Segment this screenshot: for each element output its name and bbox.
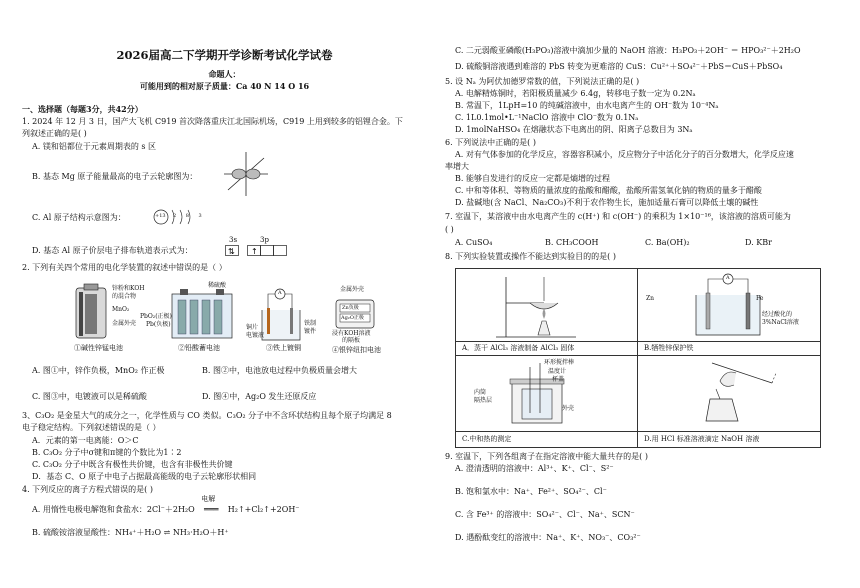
q8-b-label-1: Zn xyxy=(646,295,655,302)
q9-option-d: D. 遇酚酞变红的溶液中：Na⁺、K⁺、NO₃⁻、CO₃²⁻ xyxy=(455,533,641,542)
q1-option-c: C. Al 原子结构示意图为： xyxy=(32,213,126,222)
q7-option-b: B. CH₃COOH xyxy=(545,238,599,247)
fig2-label-0: 稀硫酸 xyxy=(208,282,227,289)
q7-option-a: A. CuSO₄ xyxy=(455,238,493,247)
fig3-label-3: 铁制 xyxy=(304,320,317,327)
fig1-label-2: MnO₂ xyxy=(112,306,130,313)
fig4-label-3: 浸有KOH溶液 xyxy=(332,330,371,337)
q5-option-d: D. 1molNaHSO₄ 在熔融状态下电离出的阴、阳离子总数目为 3Nₐ xyxy=(455,125,693,134)
evaporation-apparatus xyxy=(486,273,596,339)
fig4-label-1: Zn负极 xyxy=(342,305,359,311)
q9-option-b: B. 饱和氯水中：Na⁺、Fe²⁺、SO₄²⁻、Cl⁻ xyxy=(455,487,607,496)
alkaline-battery-figure xyxy=(72,282,112,342)
svg-text:↑: ↑ xyxy=(251,247,258,256)
q9-stem: 9. 室温下，下列各组离子在指定溶液中能大量共存的是( ) xyxy=(445,452,648,461)
q7-stem: 7. 室温下，某溶液中由水电离产生的 c(H⁺) 和 c(OH⁻) 的乘积为 1×10⁻¹⁶，该溶液的溶质可能为 xyxy=(445,212,791,221)
q8-c-label-5: 外壳 xyxy=(562,405,575,412)
fig1-label-0: 锌粉和KOH xyxy=(112,285,145,292)
button-cell-figure xyxy=(332,294,378,334)
q8-c-label-3: 内筒 xyxy=(474,389,487,396)
fig3-label-4: 镀件 xyxy=(304,328,317,335)
fig2-label-1: PbO₂(正极) xyxy=(140,313,172,320)
q6-option-a-2: 率增大 xyxy=(445,162,469,171)
p-orbital-figure xyxy=(220,150,272,198)
q8-b-label-0: A xyxy=(726,275,730,281)
q8-option-c: C.中和热的测定 xyxy=(462,435,512,443)
q5-option-a: A. 电解精炼铜时，若阳极质量减少 6.4g，转移电子数一定为 0.2Nₐ xyxy=(455,89,696,98)
q1-option-b: B. 基态 Mg 原子能量最高的电子云轮廓图为： xyxy=(32,172,198,181)
q8-b-label-4: 3%NaCl溶液 xyxy=(762,319,799,326)
author-line: 命题人： xyxy=(208,69,241,79)
q4-a-post: H₂↑+Cl₂↑+2OH⁻ xyxy=(227,505,300,514)
q9-option-c: C. 含 Fe³⁺ 的溶液中：SO₄²⁻、Cl⁻、Na⁺、SCN⁻ xyxy=(455,510,635,519)
orbital-3s-label: 3s xyxy=(229,236,238,244)
q8-option-a: A．蒸干 AlCl₃ 溶液制备 AlCl₃ 固体 xyxy=(462,344,575,352)
sacrificial-anode-apparatus xyxy=(678,273,778,339)
q4-option-b: B. 硫酸铵溶液显酸性：NH₄⁺＋H₂O ⇌ NH₃·H₂O＋H⁺ xyxy=(32,528,229,537)
q3-option-d: D．基态 C、O 原子中电子占据最高能级的电子云轮廓形状相同 xyxy=(32,472,257,481)
q1-stem-1: 1. 2024 年 12 月 3 日，国产大飞机 C919 首次降落重庆江北国际机场，C919 上用到较多的铝锂合金。下 xyxy=(22,117,403,126)
q1-stem-2: 列叙述正确的是( ) xyxy=(22,129,87,138)
fig4-label-4: 的隔板 xyxy=(342,337,361,344)
q7-option-d: D. KBr xyxy=(745,238,772,247)
q2-option-b: B. 图②中，电池放电过程中负极质量会增大 xyxy=(202,366,357,375)
electrolysis-arrow: 电解 ═══ xyxy=(201,495,219,514)
q3-option-b: B. C₃O₂ 分子中σ键和π键的个数比为1∶2 xyxy=(32,448,182,457)
q3-option-c: C. C₃O₂ 分子中既含有极性共价键，也含有非极性共价键 xyxy=(32,460,233,469)
q6-stem: 6. 下列说法中正确的是( ) xyxy=(445,138,536,147)
fig3-label-0: A xyxy=(278,290,282,296)
fig2-caption: ②铅酸蓄电池 xyxy=(178,344,220,352)
fig4-label-0: 金属外壳 xyxy=(340,286,365,293)
q8-figure-table xyxy=(455,268,821,448)
q3-stem-1: 3、C₃O₂ 是金星大气的成分之一，化学性质与 CO 类似。C₃O₂ 分子中不含环状结构且每个原子均满足 8 xyxy=(22,411,392,420)
fig4-caption: ④银锌纽扣电池 xyxy=(332,346,381,354)
fig1-caption: ①碱性锌锰电池 xyxy=(74,344,123,352)
atomic-mass-line: 可能用到的相对原子质量：Ca 40 N 14 O 16 xyxy=(139,81,310,91)
fig4-label-2: Ag₂O正极 xyxy=(341,315,364,321)
q9-option-a: A. 澄清透明的溶液中：Al³⁺、K⁺、Cl⁻、S²⁻ xyxy=(455,464,614,473)
q7-option-c: C. Ba(OH)₂ xyxy=(645,238,690,247)
fig1-label-3: 金属外壳 xyxy=(112,320,137,327)
q2-option-a: A. 图①中，锌作负极，MnO₂ 作正极 xyxy=(32,366,165,375)
fig3-caption: ③铁上镀铜 xyxy=(266,344,301,352)
q6-option-a-1: A. 对有气体参加的化学反应，容器容积减小，反应物分子中活化分子的百分数增大，化学反应速 xyxy=(455,150,794,159)
q8-b-label-3: 经过酸化的 xyxy=(762,311,793,318)
q5-option-c: C. 1L0.1mol•L⁻¹NaClO 溶液中 ClO⁻数为 0.1Nₐ xyxy=(455,113,639,122)
q3-stem-2: 电子稳定结构。下列叙述错误的是（ ） xyxy=(22,423,161,432)
fig2-label-2: Pb(负极) xyxy=(146,321,171,328)
q8-c-label-0: 环形搅拌棒 xyxy=(544,359,575,366)
q5-option-b: B. 常温下，1LpH=10 的纯碱溶液中，由水电离产生的 OH⁻数为 10⁻⁴Nₐ xyxy=(455,101,719,110)
fig3-label-1: 铜片 xyxy=(246,324,259,331)
q8-c-label-2: 杯盖 xyxy=(552,376,565,383)
svg-text:⇅: ⇅ xyxy=(228,247,235,256)
calorimeter-apparatus xyxy=(496,361,586,427)
q4-option-c: C. 二元弱酸亚磷酸(H₃PO₃)溶液中滴加少量的 NaOH 溶液：H₃PO₃＋2OH⁻ ＝ HPO₃²⁻＋2H₂O xyxy=(455,46,801,55)
lead-acid-battery-figure xyxy=(162,288,242,344)
al-shells-label: 2 8 3 xyxy=(173,213,206,219)
q4-stem: 4. 下列反应的离子方程式错误的是( ) xyxy=(22,485,153,494)
q8-option-d: D.用 HCl 标准溶液滴定 NaOH 溶液 xyxy=(644,435,760,443)
page-title: 2026届高二下学期开学诊断考试化学试卷 xyxy=(116,48,333,62)
q8-c-label-1: 温度计 xyxy=(548,368,567,375)
q6-option-b: B. 能够自发进行的反应一定都是熵增的过程 xyxy=(455,174,610,183)
q1-option-a: A. 镁和铝都位于元素周期表的 s 区 xyxy=(32,142,157,151)
electrolysis-condition: 电解 xyxy=(201,495,216,503)
q1-option-d: D. 基态 Al 原子价层电子排布轨道表示式为： xyxy=(32,246,193,255)
orbital-boxes xyxy=(225,245,287,257)
fig3-label-2: 电镀液 xyxy=(246,332,265,339)
titration-apparatus xyxy=(676,359,786,429)
q4-option-d: D. 硫酸铜溶液遇到难溶的 PbS 转变为更难溶的 CuS：Cu²⁺＋SO₄²⁻＋PbS＝CuS＋PbSO₄ xyxy=(455,62,783,71)
q3-option-a: A．元素的第一电离能：O＞C xyxy=(32,436,139,445)
orbital-3p-label: 3p xyxy=(260,236,269,244)
fig1-label-1: 的混合物 xyxy=(112,293,137,300)
q2-option-d: D. 图④中，Ag₂O 发生还原反应 xyxy=(202,392,317,401)
q4-a-pre: A. 用惰性电极电解饱和食盐水：2Cl⁻＋2H₂O xyxy=(32,505,195,514)
q5-stem: 5. 设 Nₐ 为阿伏加德罗常数的值，下列说法正确的是( ) xyxy=(445,77,640,86)
q8-b-label-2: Fe xyxy=(756,295,764,302)
copper-plating-figure xyxy=(260,288,310,344)
q2-option-c: C. 图③中，电镀液可以是稀硫酸 xyxy=(32,392,147,401)
q8-stem: 8. 下列实验装置或操作不能达到实验目的的是( ) xyxy=(445,252,616,261)
q6-option-c: C. 中和等体积、等物质的量浓度的盐酸和醋酸，盐酸所需氢氧化钠的物质的量多于醋酸 xyxy=(455,186,762,195)
q6-option-d: D. 盐碱地(含 NaCl、Na₂CO₃)不利于农作物生长，施加适量石膏可以降低土壤的碱性 xyxy=(455,198,759,207)
q4-option-a xyxy=(32,495,300,516)
al-nucleus-label: +13 xyxy=(155,213,166,219)
q7-paren: ( ) xyxy=(445,225,454,234)
section-heading: 一、选择题（每题3分，共42分） xyxy=(22,104,143,114)
q8-option-b: B.牺牲锌保护铁 xyxy=(644,344,694,352)
q8-c-label-4: 隔热层 xyxy=(474,397,493,404)
q2-stem: 2. 下列有关四个常用的电化学装置的叙述中错误的是（ ） xyxy=(22,263,227,272)
